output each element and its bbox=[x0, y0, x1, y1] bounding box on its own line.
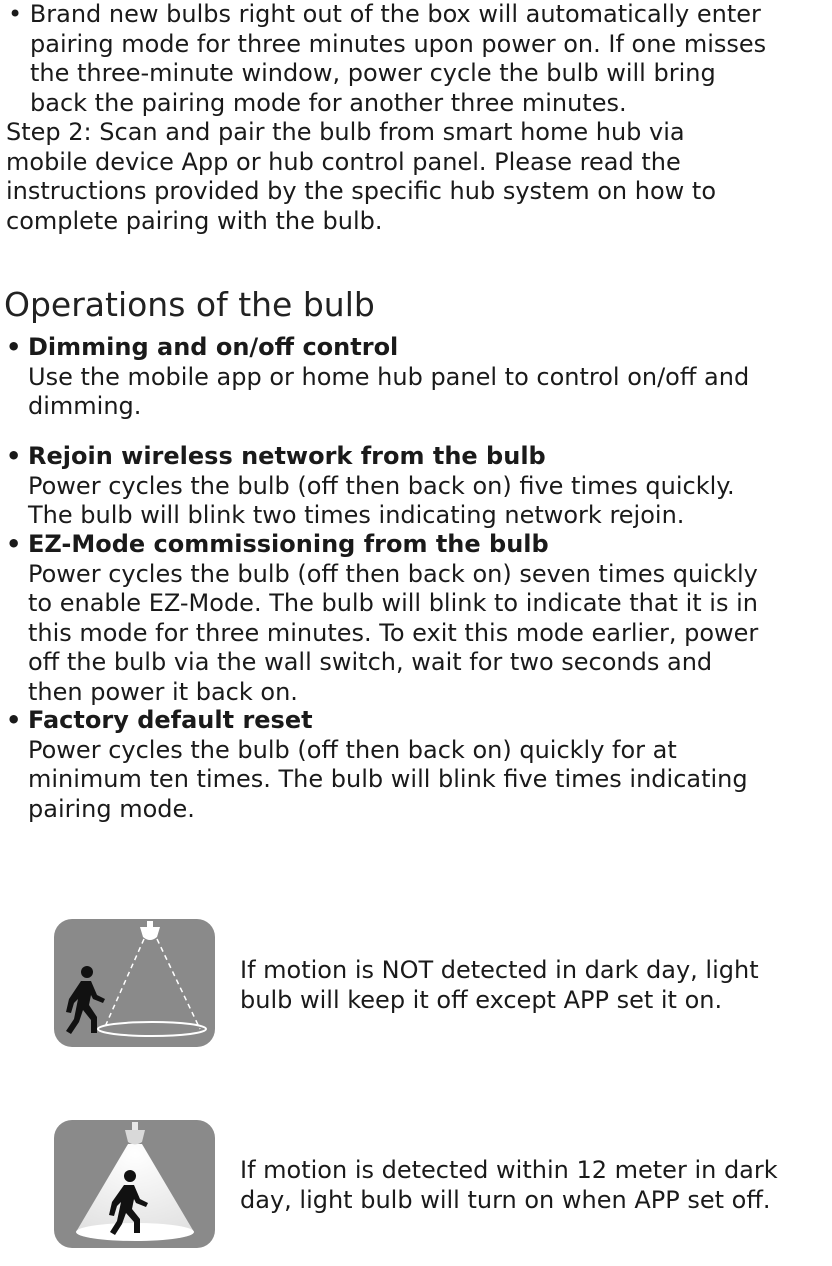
step2-line: complete pairing with the bulb. bbox=[6, 206, 383, 235]
bullet-icon: • bbox=[6, 706, 22, 734]
operation-line: dimming. bbox=[28, 392, 142, 420]
caption-line: If motion is detected within 12 meter in dark bbox=[240, 1156, 778, 1184]
step2-line: Step 2: Scan and pair the bulb from smart home hub via bbox=[6, 118, 685, 146]
caption-line: If motion is NOT detected in dark day, light bbox=[240, 956, 759, 984]
bullet-icon: • bbox=[6, 530, 22, 558]
operation-heading: Dimming and on/off control bbox=[28, 333, 399, 361]
operation-line: this mode for three minutes. To exit this mode earlier, power bbox=[28, 618, 759, 647]
caption-line: day, light bulb will turn on when APP set off. bbox=[240, 1186, 771, 1214]
motion-detected-icon bbox=[54, 1120, 215, 1248]
operation-line: Power cycles the bulb (off then back on) seven times quickly bbox=[28, 559, 758, 588]
operation-line: Use the mobile app or home hub panel to control on/off and bbox=[28, 362, 750, 391]
intro-line: back the pairing mode for another three minutes. bbox=[30, 88, 627, 117]
motion-caption-not-detected bbox=[240, 955, 830, 1015]
operation-line: pairing mode. bbox=[28, 794, 195, 823]
operation-line: then power it back on. bbox=[28, 677, 298, 706]
step2-line: instructions provided by the specific hub system on how to bbox=[6, 177, 717, 205]
step-2-paragraph bbox=[6, 118, 832, 236]
motion-caption-detected bbox=[240, 1155, 830, 1215]
intro-line: • Brand new bulbs right out of the box will automatically enter bbox=[8, 0, 761, 28]
operation-item-factory-reset bbox=[6, 706, 832, 824]
operation-item-rejoin bbox=[6, 442, 832, 531]
operation-heading: Factory default reset bbox=[28, 706, 313, 734]
operation-line: to enable EZ-Mode. The bulb will blink to indicate that it is in bbox=[28, 589, 758, 617]
operation-line: Power cycles the bulb (off then back on) quickly for at bbox=[28, 735, 677, 764]
operation-item-dimming bbox=[6, 333, 832, 422]
operation-heading: EZ-Mode commissioning from the bulb bbox=[28, 530, 549, 558]
bullet-icon: • bbox=[6, 442, 22, 470]
operation-line: The bulb will blink two times indicating network rejoin. bbox=[28, 501, 685, 529]
intro-line: the three-minute window, power cycle the bulb will bring bbox=[30, 59, 716, 87]
step2-line: mobile device App or hub control panel. Please read the bbox=[6, 147, 681, 176]
section-title: Operations of the bulb bbox=[4, 285, 375, 324]
operation-line: minimum ten times. The bulb will blink five times indicating bbox=[28, 765, 748, 793]
motion-not-detected-icon bbox=[54, 919, 215, 1047]
operation-item-ez-mode bbox=[6, 530, 832, 707]
intro-line: pairing mode for three minutes upon power on. If one misses bbox=[30, 29, 767, 58]
caption-line: bulb will keep it off except APP set it on. bbox=[240, 986, 723, 1014]
operation-line: Power cycles the bulb (off then back on) five times quickly. bbox=[28, 471, 735, 500]
bullet-icon: • bbox=[6, 333, 22, 361]
operation-line: off the bulb via the wall switch, wait for two seconds and bbox=[28, 648, 713, 676]
pairing-intro bbox=[8, 0, 832, 118]
operation-heading: Rejoin wireless network from the bulb bbox=[28, 442, 546, 470]
